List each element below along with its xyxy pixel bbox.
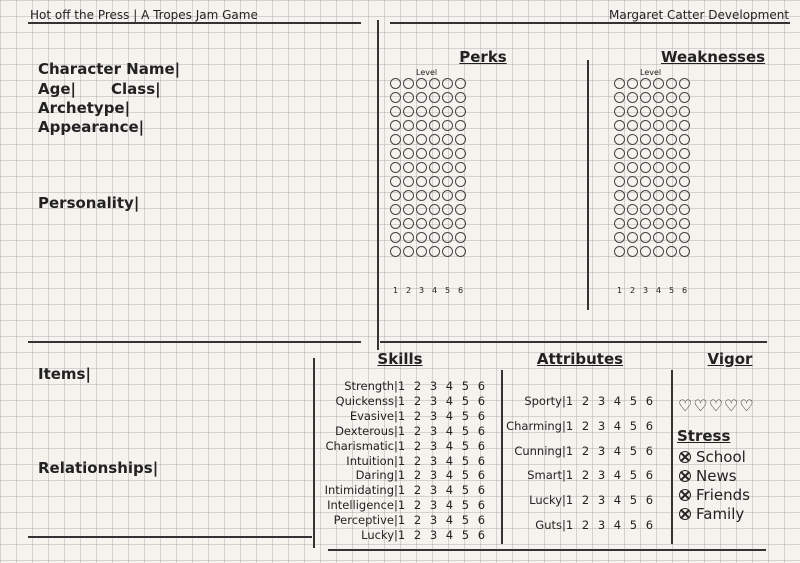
weaknesses-level-circle[interactable]	[679, 190, 690, 201]
perks-level-circle[interactable]	[442, 218, 453, 229]
weaknesses-level-number: 4	[655, 286, 662, 295]
perks-level-circle[interactable]	[442, 190, 453, 201]
weaknesses-level-circle[interactable]	[640, 78, 651, 89]
perks-level-circle[interactable]	[416, 176, 427, 187]
skill-label: Lucky	[361, 528, 394, 542]
perks-level-circle[interactable]	[429, 204, 440, 215]
weaknesses-level-circle[interactable]	[666, 92, 677, 103]
perks-level-circle[interactable]	[442, 162, 453, 173]
weaknesses-level-number: 3	[642, 286, 649, 295]
perks-level-circle[interactable]	[416, 190, 427, 201]
stress-label: School	[696, 448, 746, 466]
attribute-label: Smart	[527, 468, 562, 483]
attribute-scale[interactable]: |1 2 3 4 5 6	[562, 468, 654, 483]
perks-level-circle[interactable]	[442, 148, 453, 159]
perks-level-circle[interactable]	[390, 78, 401, 89]
weaknesses-level-circle[interactable]	[614, 134, 625, 145]
weaknesses-level-circle[interactable]	[614, 246, 625, 257]
weaknesses-level-circle[interactable]	[640, 106, 651, 117]
personality-label[interactable]: Personality|	[38, 194, 140, 212]
stress-item[interactable]	[679, 448, 746, 466]
weaknesses-level-number: 6	[681, 286, 688, 295]
weaknesses-level-circle[interactable]	[640, 246, 651, 257]
weaknesses-level-circle[interactable]	[653, 120, 664, 131]
perks-level-circle[interactable]	[416, 204, 427, 215]
weaknesses-level-circle[interactable]	[640, 92, 651, 103]
perks-level-circle[interactable]	[429, 190, 440, 201]
perks-level-circle[interactable]	[390, 120, 401, 131]
skill-scale[interactable]: |1 2 3 4 5 6	[394, 393, 486, 408]
perks-level-circle[interactable]	[390, 246, 401, 257]
perks-level-circle[interactable]	[403, 148, 414, 159]
perks-level-circle[interactable]	[429, 246, 440, 257]
perks-level-circle[interactable]	[442, 246, 453, 257]
header-divider-right	[390, 22, 790, 24]
attribute-label: Guts	[535, 518, 562, 532]
bottom-line	[328, 549, 766, 551]
perks-level-circle[interactable]	[390, 92, 401, 103]
perks-level-circle[interactable]	[403, 92, 414, 103]
perks-level-circle[interactable]	[416, 92, 427, 103]
attribute-row[interactable]	[500, 419, 653, 433]
age-label[interactable]: Age|	[38, 80, 76, 98]
weaknesses-level-circle[interactable]	[614, 176, 625, 187]
weaknesses-level-circle[interactable]	[614, 190, 625, 201]
weaknesses-level-circle[interactable]	[653, 246, 664, 257]
weaknesses-level-circle[interactable]	[679, 92, 690, 103]
weaknesses-level-circle[interactable]	[627, 92, 638, 103]
weaknesses-level-circle[interactable]	[614, 232, 625, 243]
weaknesses-level-circle[interactable]	[640, 134, 651, 145]
skill-label: Daring	[355, 468, 394, 483]
heart-icon[interactable]: ♡	[708, 396, 724, 415]
perks-level-circle[interactable]	[442, 134, 453, 145]
skill-scale[interactable]: |1 2 3 4 5 6	[394, 528, 486, 542]
character-name-label[interactable]: Character Name|	[38, 60, 181, 78]
perks-level-circle[interactable]	[442, 78, 453, 89]
weaknesses-level-circle[interactable]	[679, 106, 690, 117]
perks-title: Perks	[459, 48, 507, 66]
attribute-label: Sporty	[524, 394, 562, 408]
vigor-hearts[interactable]	[678, 396, 755, 415]
perks-level-circle[interactable]	[390, 218, 401, 229]
skill-label: Perceptive	[333, 513, 394, 528]
weaknesses-level-circle[interactable]	[653, 162, 664, 173]
attribute-row[interactable]	[500, 518, 653, 532]
attribute-label: Cunning	[514, 443, 562, 458]
items-label[interactable]: Items|	[38, 365, 91, 383]
skill-label: Intuition	[346, 453, 394, 468]
weaknesses-level-circle[interactable]	[679, 162, 690, 173]
perks-level-circle[interactable]	[429, 232, 440, 243]
perks-level-circle[interactable]	[442, 106, 453, 117]
weaknesses-level-circle[interactable]	[627, 78, 638, 89]
perks-level-circle[interactable]	[403, 120, 414, 131]
perks-level-circle[interactable]	[442, 92, 453, 103]
perks-level-circle[interactable]	[416, 246, 427, 257]
weaknesses-level-circle[interactable]	[614, 120, 625, 131]
perks-level-label: Level	[416, 68, 438, 77]
skills-title: Skills	[377, 350, 423, 368]
stress-title: Stress	[677, 427, 731, 445]
perks-level-circle[interactable]	[416, 134, 427, 145]
attribute-scale[interactable]: |1 2 3 4 5 6	[562, 418, 654, 433]
skill-row[interactable]	[310, 409, 485, 423]
perks-level-circle[interactable]	[455, 218, 466, 229]
weaknesses-level-circle[interactable]	[627, 232, 638, 243]
skill-label: Dexterous	[335, 423, 394, 438]
weaknesses-level-circle[interactable]	[627, 190, 638, 201]
perks-level-circle[interactable]	[403, 78, 414, 89]
weaknesses-level-circle[interactable]	[614, 148, 625, 159]
skill-label: Strength	[344, 379, 394, 393]
skill-row[interactable]	[310, 468, 485, 482]
weaknesses-level-circle[interactable]	[653, 204, 664, 215]
perks-level-number: 1	[392, 286, 399, 295]
weaknesses-level-circle[interactable]	[653, 134, 664, 145]
skill-label: Intimidating	[324, 483, 394, 498]
weaknesses-level-circle[interactable]	[614, 218, 625, 229]
perks-level-circle[interactable]	[455, 120, 466, 131]
attributes-vigor-divider	[671, 370, 673, 544]
stress-item[interactable]	[679, 486, 750, 504]
skill-row[interactable]	[310, 528, 485, 542]
weaknesses-level-circle[interactable]	[666, 134, 677, 145]
perks-level-circle[interactable]	[429, 148, 440, 159]
perks-level-circle[interactable]	[455, 78, 466, 89]
perks-level-number: 2	[405, 286, 412, 295]
perks-level-circle[interactable]	[429, 106, 440, 117]
weaknesses-level-circle[interactable]	[627, 148, 638, 159]
weaknesses-level-circle[interactable]	[666, 232, 677, 243]
crossed-circle-icon[interactable]	[679, 508, 691, 520]
skill-row[interactable]	[310, 379, 485, 393]
skill-label: Intelligence	[327, 498, 394, 513]
weaknesses-level-circle[interactable]	[666, 78, 677, 89]
weaknesses-level-circle[interactable]	[653, 176, 664, 187]
perks-level-number: 5	[444, 286, 451, 295]
perks-level-circle[interactable]	[403, 246, 414, 257]
heart-icon[interactable]: ♡	[739, 396, 754, 415]
perks-level-circle[interactable]	[403, 106, 414, 117]
weaknesses-level-circle[interactable]	[653, 232, 664, 243]
header-right: Margaret Catter Development	[609, 8, 790, 22]
perks-level-circle[interactable]	[390, 176, 401, 187]
header-divider-left	[28, 22, 361, 24]
perks-level-circle[interactable]	[390, 190, 401, 201]
attributes-title: Attributes	[536, 350, 624, 368]
skill-row[interactable]	[310, 394, 485, 408]
weaknesses-level-circle[interactable]	[614, 78, 625, 89]
weaknesses-level-circle[interactable]	[627, 204, 638, 215]
skill-label: Evasive	[349, 408, 394, 423]
perks-weaknesses-divider	[587, 60, 589, 310]
weaknesses-level-circle[interactable]	[679, 148, 690, 159]
relationships-label[interactable]: Relationships|	[38, 459, 159, 477]
appearance-label[interactable]: Appearance|	[38, 118, 145, 136]
perks-level-circle[interactable]	[390, 134, 401, 145]
heart-icon[interactable]: ♡	[678, 396, 693, 415]
attribute-scale[interactable]: |1 2 3 4 5 6	[562, 518, 654, 532]
weaknesses-level-circle[interactable]	[627, 176, 638, 187]
left-mid-divider	[28, 341, 361, 343]
perks-level-circle[interactable]	[429, 218, 440, 229]
weaknesses-level-circle[interactable]	[653, 218, 664, 229]
items-bottom-line	[28, 536, 312, 538]
weaknesses-level-circle[interactable]	[679, 218, 690, 229]
weaknesses-level-circle[interactable]	[640, 218, 651, 229]
perks-level-circle[interactable]	[429, 92, 440, 103]
weaknesses-checkbox-grid[interactable]	[614, 78, 690, 257]
weaknesses-level-circle[interactable]	[627, 246, 638, 257]
skill-scale[interactable]: |1 2 3 4 5 6	[394, 379, 486, 393]
weaknesses-level-circle[interactable]	[640, 148, 651, 159]
skill-scale[interactable]: |1 2 3 4 5 6	[394, 453, 486, 468]
skill-scale[interactable]: |1 2 3 4 5 6	[394, 438, 486, 453]
perks-level-circle[interactable]	[416, 232, 427, 243]
weaknesses-level-circle[interactable]	[679, 134, 690, 145]
perks-level-circle[interactable]	[455, 134, 466, 145]
weaknesses-level-circle[interactable]	[653, 190, 664, 201]
weaknesses-level-circle[interactable]	[679, 204, 690, 215]
perks-level-circle[interactable]	[442, 232, 453, 243]
perks-level-circle[interactable]	[416, 218, 427, 229]
attribute-scale[interactable]: |1 2 3 4 5 6	[562, 394, 654, 408]
perks-level-circle[interactable]	[442, 176, 453, 187]
perks-level-circle[interactable]	[403, 176, 414, 187]
attribute-scale[interactable]: |1 2 3 4 5 6	[562, 493, 654, 508]
attribute-row[interactable]	[500, 468, 653, 482]
header-left: Hot off the Press | A Tropes Jam Game	[30, 8, 258, 22]
skill-row[interactable]	[310, 483, 485, 497]
weaknesses-level-circle[interactable]	[653, 148, 664, 159]
perks-checkbox-grid[interactable]	[390, 78, 466, 257]
skill-row[interactable]	[310, 498, 485, 512]
crossed-circle-icon[interactable]	[679, 489, 691, 501]
weaknesses-level-circle[interactable]	[666, 162, 677, 173]
stress-item[interactable]	[679, 505, 744, 523]
weaknesses-level-circle[interactable]	[640, 162, 651, 173]
perks-level-circle[interactable]	[416, 78, 427, 89]
perks-level-circle[interactable]	[455, 232, 466, 243]
perks-level-circle[interactable]	[416, 148, 427, 159]
perks-level-circle[interactable]	[403, 134, 414, 145]
weaknesses-level-circle[interactable]	[640, 120, 651, 131]
perks-level-circle[interactable]	[455, 106, 466, 117]
skill-row[interactable]	[310, 513, 485, 527]
perks-level-circle[interactable]	[403, 232, 414, 243]
skill-row[interactable]	[310, 424, 485, 438]
weaknesses-level-circle[interactable]	[614, 92, 625, 103]
perks-level-circle[interactable]	[429, 162, 440, 173]
weaknesses-level-circle[interactable]	[640, 204, 651, 215]
attribute-scale[interactable]: |1 2 3 4 5 6	[562, 443, 654, 458]
archetype-label[interactable]: Archetype|	[38, 99, 131, 117]
stress-label: Family	[696, 505, 745, 523]
weaknesses-level-circle[interactable]	[666, 148, 677, 159]
stress-item[interactable]	[679, 467, 737, 485]
perks-level-circle[interactable]	[416, 106, 427, 117]
skill-scale[interactable]: |1 2 3 4 5 6	[394, 483, 486, 498]
weaknesses-level-circle[interactable]	[666, 246, 677, 257]
perks-level-circle[interactable]	[429, 120, 440, 131]
perks-level-circle[interactable]	[442, 120, 453, 131]
weaknesses-level-circle[interactable]	[627, 120, 638, 131]
attribute-row[interactable]	[500, 493, 653, 507]
perks-level-circle[interactable]	[429, 78, 440, 89]
weaknesses-level-label: Level	[640, 68, 662, 77]
weaknesses-level-circle[interactable]	[614, 162, 625, 173]
perks-level-circle[interactable]	[390, 162, 401, 173]
weaknesses-level-circle[interactable]	[666, 190, 677, 201]
crossed-circle-icon[interactable]	[679, 451, 691, 463]
weaknesses-level-circle[interactable]	[679, 232, 690, 243]
perks-level-circle[interactable]	[455, 148, 466, 159]
weaknesses-level-circle[interactable]	[679, 120, 690, 131]
weaknesses-level-circle[interactable]	[627, 106, 638, 117]
perks-level-circle[interactable]	[390, 106, 401, 117]
skill-label: Quickenss	[335, 393, 394, 408]
perks-level-circle[interactable]	[403, 218, 414, 229]
skill-scale[interactable]: |1 2 3 4 5 6	[394, 468, 486, 483]
weaknesses-level-circle[interactable]	[679, 246, 690, 257]
weaknesses-level-circle[interactable]	[627, 134, 638, 145]
weaknesses-level-circle[interactable]	[640, 176, 651, 187]
weaknesses-level-circle[interactable]	[614, 204, 625, 215]
perks-level-circle[interactable]	[416, 162, 427, 173]
perks-level-circle[interactable]	[429, 134, 440, 145]
skill-row[interactable]	[310, 439, 485, 453]
perks-level-number: 6	[457, 286, 464, 295]
perks-level-circle[interactable]	[455, 162, 466, 173]
perks-level-circle[interactable]	[403, 190, 414, 201]
perks-level-circle[interactable]	[416, 120, 427, 131]
perks-level-circle[interactable]	[455, 190, 466, 201]
weaknesses-level-circle[interactable]	[614, 106, 625, 117]
stress-label: News	[696, 467, 737, 485]
weaknesses-level-circle[interactable]	[666, 218, 677, 229]
perks-level-circle[interactable]	[455, 246, 466, 257]
attribute-row[interactable]	[500, 394, 653, 408]
perks-level-circle[interactable]	[390, 232, 401, 243]
perks-level-circle[interactable]	[442, 204, 453, 215]
skill-scale[interactable]: |1 2 3 4 5 6	[394, 498, 486, 513]
weaknesses-level-numbers	[614, 286, 690, 295]
heart-icon[interactable]: ♡	[693, 396, 708, 415]
attribute-label: Charming	[506, 418, 562, 433]
vigor-title: Vigor	[707, 350, 753, 368]
perks-level-circle[interactable]	[455, 92, 466, 103]
perks-level-circle[interactable]	[403, 162, 414, 173]
weaknesses-level-circle[interactable]	[653, 106, 664, 117]
weaknesses-level-circle[interactable]	[640, 232, 651, 243]
stress-label: Friends	[696, 486, 750, 504]
weaknesses-level-number: 1	[616, 286, 623, 295]
crossed-circle-icon[interactable]	[679, 470, 691, 482]
perks-level-number: 4	[431, 286, 438, 295]
weaknesses-level-number: 2	[629, 286, 636, 295]
attribute-label: Lucky	[529, 493, 562, 508]
skill-scale[interactable]: |1 2 3 4 5 6	[394, 513, 486, 528]
perks-level-circle[interactable]	[390, 204, 401, 215]
weaknesses-level-circle[interactable]	[679, 176, 690, 187]
perks-level-numbers	[390, 286, 466, 295]
perks-level-circle[interactable]	[429, 176, 440, 187]
weaknesses-level-circle[interactable]	[666, 106, 677, 117]
heart-icon[interactable]: ♡	[724, 396, 739, 415]
weaknesses-title: Weaknesses	[660, 48, 766, 66]
weaknesses-level-circle[interactable]	[679, 78, 690, 89]
weaknesses-level-circle[interactable]	[666, 204, 677, 215]
weaknesses-level-circle[interactable]	[627, 162, 638, 173]
skill-scale[interactable]: |1 2 3 4 5 6	[394, 408, 486, 423]
weaknesses-level-circle[interactable]	[640, 190, 651, 201]
perks-level-circle[interactable]	[455, 176, 466, 187]
class-label[interactable]: Class|	[111, 80, 161, 98]
weaknesses-level-circle[interactable]	[627, 218, 638, 229]
weaknesses-level-circle[interactable]	[666, 176, 677, 187]
perks-level-circle[interactable]	[390, 148, 401, 159]
perks-level-circle[interactable]	[455, 204, 466, 215]
weaknesses-level-number: 5	[668, 286, 675, 295]
skill-scale[interactable]: |1 2 3 4 5 6	[394, 423, 486, 438]
perks-level-number: 3	[418, 286, 425, 295]
weaknesses-level-circle[interactable]	[653, 78, 664, 89]
skill-label: Charismatic	[325, 438, 394, 453]
left-column-divider	[377, 20, 379, 350]
attribute-row[interactable]	[500, 444, 653, 458]
skill-row[interactable]	[310, 454, 485, 468]
weaknesses-level-circle[interactable]	[666, 120, 677, 131]
perks-level-circle[interactable]	[403, 204, 414, 215]
right-mid-divider	[380, 341, 767, 343]
weaknesses-level-circle[interactable]	[653, 92, 664, 103]
